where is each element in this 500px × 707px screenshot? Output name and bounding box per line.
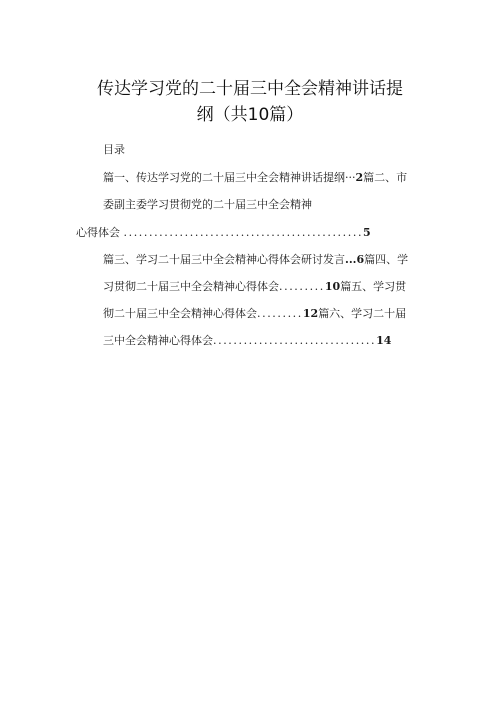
document-title-line-1: 传达学习党的二十届三中全会精神讲话提 <box>97 79 403 99</box>
toc-entry-text: 委副主委学习贯彻党的二十届三中全会精神 <box>103 198 312 211</box>
toc-entry[interactable] <box>103 171 407 185</box>
toc-leader-dots: ... <box>345 253 357 266</box>
toc-entry-text: 彻二十届三中全会精神心得体会 <box>103 307 257 320</box>
toc-entry[interactable] <box>103 253 408 267</box>
toc-entry-page: 14 <box>376 334 392 347</box>
toc-entry-text: 篇一、传达学习党的二十届三中全会精神讲话提纲··· <box>103 171 356 184</box>
toc-entry[interactable] <box>103 334 391 348</box>
toc-entry-page: 5 <box>363 226 371 239</box>
toc-entry-text: 心得体会 <box>76 226 124 239</box>
toc-entry[interactable] <box>103 307 406 321</box>
toc-entry-page: 10 <box>324 280 341 293</box>
toc-entry-text: 习贯彻二十届三中全会精神心得体会 <box>103 280 279 293</box>
toc-leader-dots: ......... <box>279 280 325 293</box>
toc-heading: 目录 <box>103 143 125 156</box>
toc-entry-text: 篇三、学习二十届三中全会精神心得体会研讨发言 <box>103 253 345 266</box>
toc-entry-next: 篇五、学习贯 <box>340 280 407 293</box>
toc-entry-page: 6 <box>356 253 365 266</box>
toc-entry-page: 12 <box>302 307 319 320</box>
toc-entry[interactable] <box>103 280 406 294</box>
toc-entry-page: 2 <box>355 171 364 184</box>
toc-leader-dots: ............................................... <box>123 226 364 239</box>
toc-entry[interactable] <box>103 198 312 212</box>
toc-leader-dots: ......... <box>257 307 303 320</box>
toc-entry[interactable] <box>76 226 371 240</box>
document-title-line-2: 纲（共10篇） <box>196 105 304 125</box>
toc-entry-next: 篇四、学 <box>364 253 409 266</box>
toc-entry-next: 篇六、学习二十届 <box>318 307 407 320</box>
toc-entry-next: 篇二、市 <box>363 171 408 184</box>
toc-entry-text: 三中全会精神心得体会 <box>103 334 213 347</box>
toc-leader-dots: ................................ <box>213 334 377 347</box>
